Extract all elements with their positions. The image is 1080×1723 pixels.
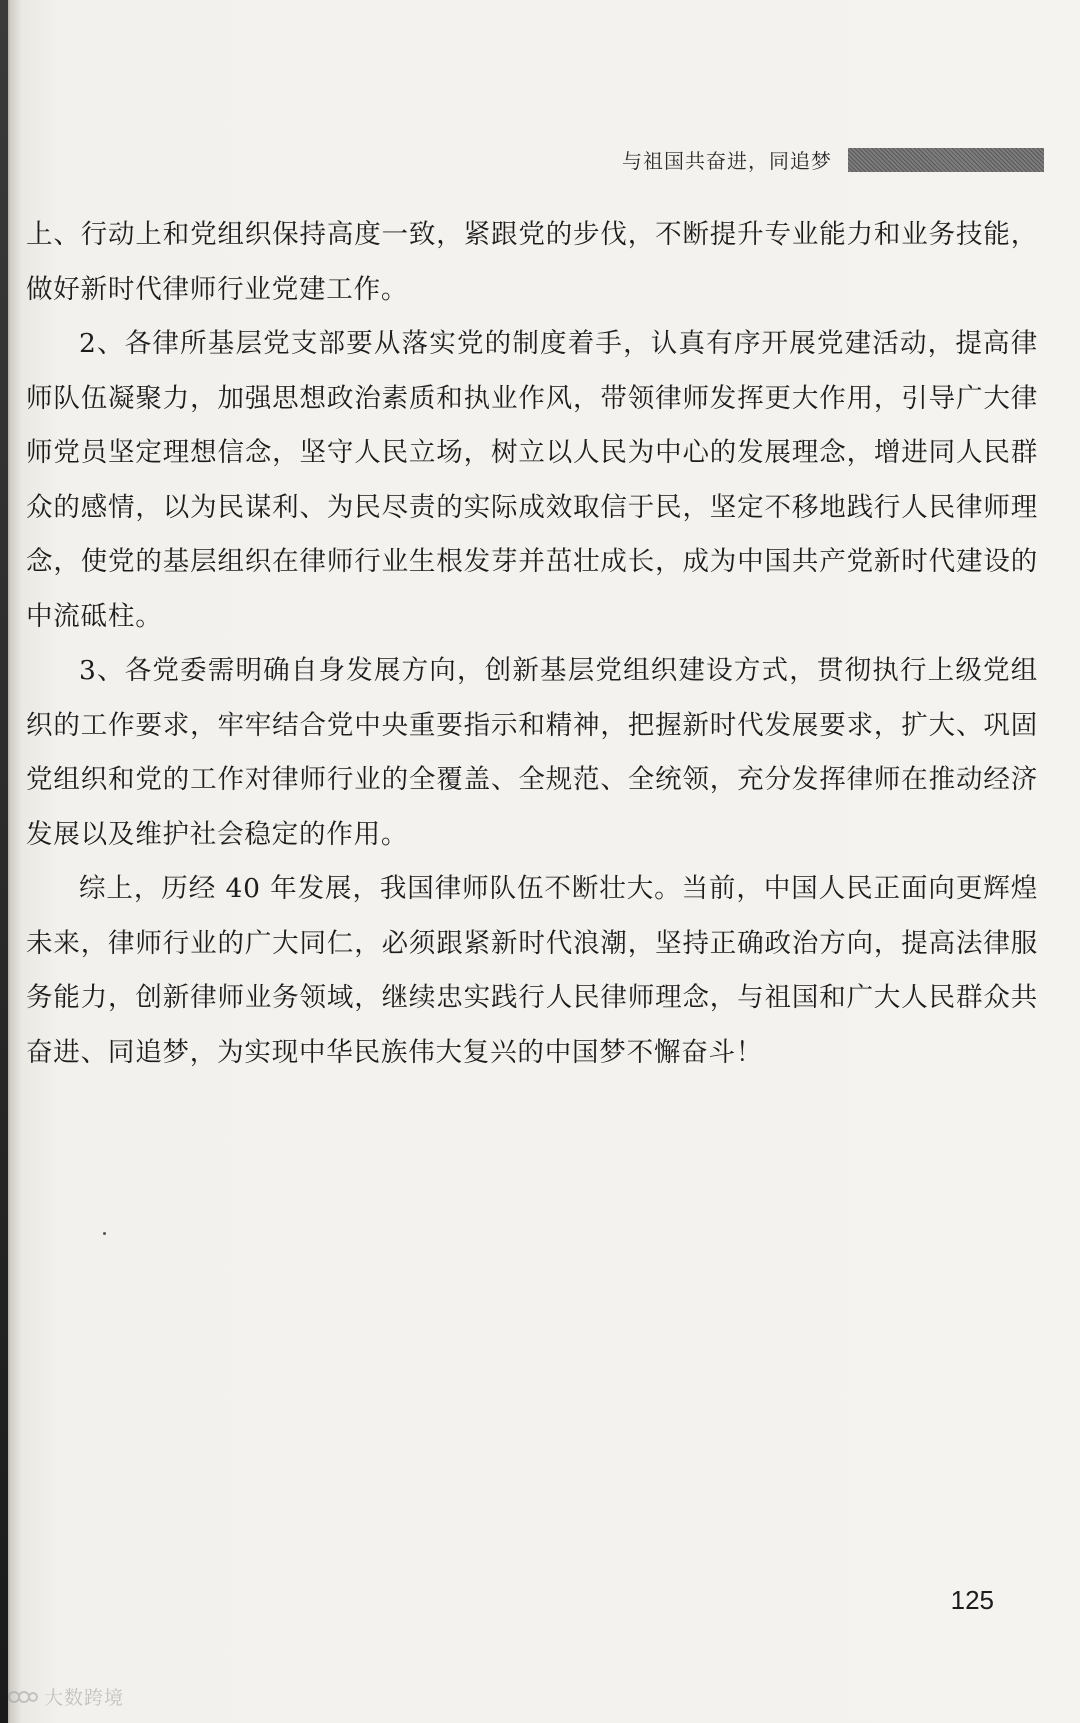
- paragraph-conclusion: 综上，历经 40 年发展，我国律师队伍不断壮大。当前，中国人民正面向更辉煌未来，律师行业的广大同仁，必须跟紧新时代浪潮，坚持正确政治方向，提高法律服务能力，创新律师业务领域，继续忠实践行人民律师理念，与祖国和广大人民群众共奋进、同追梦，为实现中华民族伟大复兴的中国梦不懈奋斗！: [26, 873, 1038, 1068]
- paragraph-item-2: 2、各律所基层党支部要从落实党的制度着手，认真有序开展党建活动，提高律师队伍凝聚力，加强思想政治素质和执业作风，带领律师发挥更大作用，引导广大律师党员坚定理想信念，坚守人民立场，树立以人民为中心的发展理念，增进同人民群众的感情，以为民谋利、为民尽责的实际成效取信于民，坚定不移地践行人民律师理念，使党的基层组织在律师行业生根发芽并茁壮成长，成为中国共产党新时代建设的中流砥柱。: [26, 328, 1038, 632]
- running-header: [622, 145, 1044, 174]
- header-decorative-bar: [848, 148, 1044, 172]
- running-header-title: 与祖国共奋进，同追梦: [622, 149, 832, 173]
- paragraph-continuation: 上、行动上和党组织保持高度一致，紧跟党的步伐，不断提升专业能力和业务技能，做好新时代律师行业党建工作。: [26, 219, 1038, 305]
- body-text: [26, 208, 1038, 1080]
- page-number: 125: [950, 1585, 994, 1615]
- paragraph-item-3: 3、各党委需明确自身发展方向，创新基层党组织建设方式，贯彻执行上级党组织的工作要求，牢牢结合党中央重要指示和精神，把握新时代发展要求，扩大、巩固党组织和党的工作对律师行业的全覆盖、全规范、全统领，充分发挥律师在推动经济发展以及维护社会稳定的作用。: [26, 655, 1038, 850]
- watermark-text: 大数跨境: [44, 1687, 125, 1709]
- watermark: [8, 1683, 124, 1710]
- watermark-logo-icon: [8, 1686, 38, 1708]
- spine-shadow: [0, 0, 8, 1723]
- print-speck: [103, 1232, 106, 1235]
